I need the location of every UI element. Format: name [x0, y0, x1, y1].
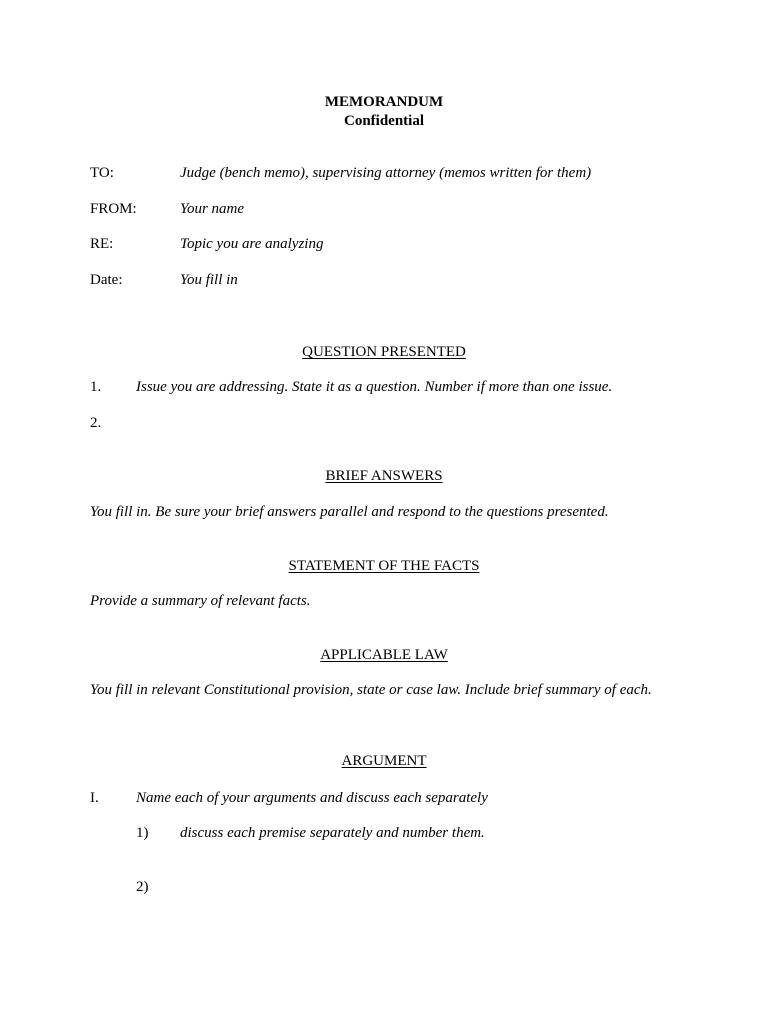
date-label: Date: [90, 272, 123, 288]
to-value: Judge (bench memo), supervising attorney (memos written for them) [180, 165, 592, 181]
brief-answers-text: You fill in. Be sure your brief answers parallel and respond to the questions presented. [90, 504, 609, 520]
argument-main-number: I. [90, 790, 99, 806]
facts-text: Provide a summary of relevant facts. [90, 593, 311, 609]
facts-heading: STATEMENT OF THE FACTS [288, 558, 480, 574]
law-heading: APPLICABLE LAW [320, 647, 448, 663]
argument-main-text: Name each of your arguments and discuss each separately [136, 790, 488, 806]
date-value: You fill in [180, 272, 238, 288]
re-label: RE: [90, 236, 114, 252]
brief-answers-heading: BRIEF ANSWERS [325, 468, 443, 484]
memo-subtitle: Confidential [343, 113, 424, 129]
question-number-1: 1. [90, 379, 102, 395]
question-presented-heading: QUESTION PRESENTED [302, 344, 466, 360]
from-label: FROM: [90, 201, 137, 217]
from-value: Your name [180, 201, 245, 217]
law-text: You fill in relevant Constitutional provision, state or case law. Include brief summary of each. [90, 682, 652, 698]
question-text-1: Issue you are addressing. State it as a question. Number if more than one issue. [136, 379, 613, 395]
question-number-2: 2. [90, 415, 102, 431]
memo-title: MEMORANDUM [324, 94, 444, 110]
re-value: Topic you are analyzing [180, 236, 324, 252]
argument-sub-number-2: 2) [136, 879, 149, 895]
argument-heading: ARGUMENT [341, 753, 427, 769]
argument-sub-number-1: 1) [136, 825, 149, 841]
to-label: TO: [90, 165, 114, 181]
argument-sub-text-1: discuss each premise separately and number them. [180, 825, 485, 841]
